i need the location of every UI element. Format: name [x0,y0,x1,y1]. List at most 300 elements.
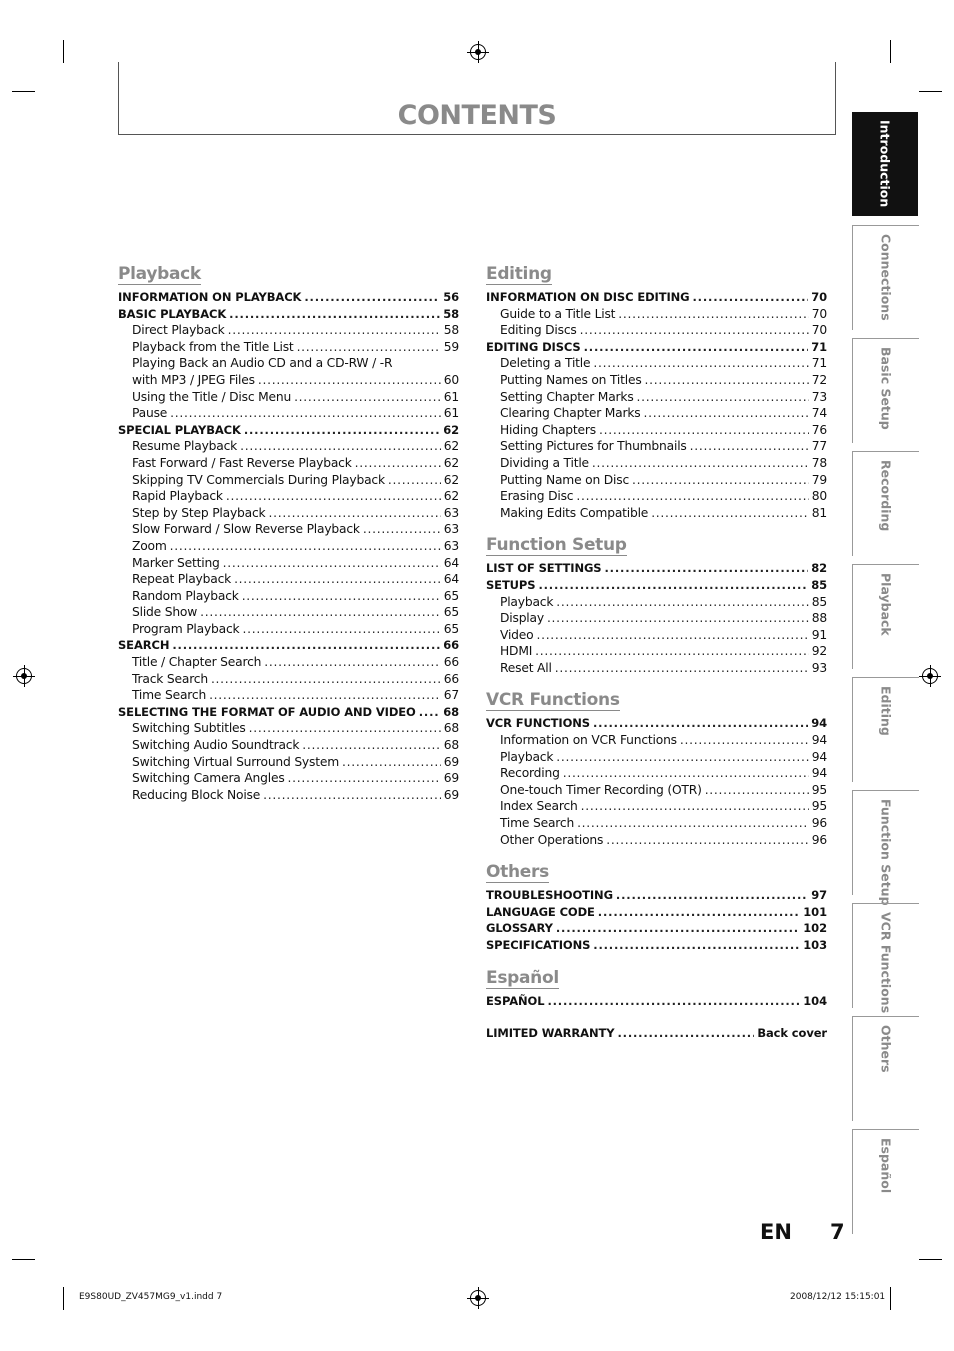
toc-entry[interactable] [486,339,827,356]
toc-leader-dots [581,798,809,815]
toc-entry-warranty[interactable] [486,1025,827,1042]
toc-leader-dots [264,654,441,671]
toc-leader-dots [563,765,809,782]
toc-leader-dots [419,704,440,721]
section-gap [486,676,827,690]
toc-entry[interactable] [118,405,459,422]
toc-leader-dots [618,306,808,323]
toc-entry[interactable] [118,637,459,654]
toc-entry-page: 76 [811,422,827,437]
toc-entry-label: with MP3 / JPEG Files [132,372,255,387]
toc-entry[interactable] [118,654,459,671]
toc-entry-page: 103 [803,938,827,952]
toc-entry[interactable] [486,627,827,644]
toc-entry-label: Playback [500,749,554,764]
toc-entry[interactable] [486,422,827,439]
toc-entry[interactable] [118,538,459,555]
toc-entry-label: EDITING DISCS [486,339,581,354]
toc-entry-page: 95 [811,799,827,814]
toc-entry-page: 65 [443,621,459,636]
toc-entry[interactable] [486,937,827,954]
toc-leader-dots [556,749,808,766]
toc-entry[interactable] [118,488,459,505]
toc-entry-label: Playing Back an Audio CD and a CD-RW / -R [132,356,393,371]
toc-leader-dots [258,372,441,389]
side-tab-label: Editing [878,686,894,736]
toc-entry[interactable] [118,754,459,771]
toc-entry[interactable] [118,588,459,605]
toc-entry-label: GLOSSARY [486,921,553,936]
toc-entry[interactable] [118,339,459,356]
toc-entry-label: Clearing Chapter Marks [500,406,641,421]
toc-leader-dots [234,571,441,588]
toc-leader-dots [592,455,809,472]
crop-mark [12,91,35,92]
toc-entry-page: 95 [811,782,827,797]
toc-leader-dots [644,405,809,422]
toc-entry[interactable] [118,720,459,737]
title-box [118,62,836,135]
toc-entry-page: 104 [803,993,827,1008]
toc-entry[interactable] [486,715,827,732]
toc-entry-label: LIMITED WARRANTY [486,1026,615,1041]
toc-entry-page: 94 [811,716,827,731]
toc-entry-label: Switching Audio Soundtrack [132,738,300,753]
toc-entry-page: 62 [443,472,459,487]
page-title: CONTENTS [397,100,557,131]
toc-entry-label: Time Search [500,816,575,831]
toc-entry[interactable] [118,787,459,804]
side-tab-label: Playback [878,573,894,636]
toc-leader-dots [240,438,441,455]
footer-file: E9S80UD_ZV457MG9_v1.indd 7 [79,1292,223,1302]
toc-entry[interactable] [486,749,827,766]
toc-entry-page: 62 [443,489,459,504]
toc-entry[interactable] [486,322,827,339]
toc-entry[interactable] [486,765,827,782]
toc-leader-dots [304,289,440,306]
toc-entry[interactable] [486,306,827,323]
page-language: EN [760,1220,792,1244]
toc-entry-label: Display [500,611,544,626]
toc-entry[interactable] [486,472,827,489]
toc-entry[interactable] [118,472,459,489]
toc-entry-label: Program Playback [132,621,240,636]
toc-leader-dots [172,637,440,654]
side-tab-label: Function Setup [878,799,894,906]
toc-entry[interactable] [486,610,827,627]
toc-entry-page: 63 [443,505,459,520]
toc-entry[interactable] [118,389,459,406]
side-tab-playback[interactable] [852,564,919,669]
side-tab-introduction[interactable] [852,112,918,216]
toc-leader-dots [536,627,808,644]
toc-entry[interactable] [118,306,459,323]
toc-leader-dots [294,389,441,406]
toc-leader-dots [580,322,809,339]
toc-leader-dots [244,422,440,439]
toc-entry-label: Skipping TV Commercials During Playback [132,472,385,487]
toc-entry-page: 88 [811,611,827,626]
toc-leader-dots [547,610,809,627]
toc-entry[interactable] [486,832,827,849]
toc-column-right [486,264,827,1042]
side-tab-vcr-functions[interactable] [852,903,919,1014]
toc-entry-page: 61 [443,389,459,404]
toc-entry[interactable] [118,289,459,306]
toc-entry-page: 68 [443,738,459,753]
toc-entry-label: Guide to a Title List [500,306,616,321]
toc-entry-label: Fast Forward / Fast Reverse Playback [132,455,352,470]
toc-entry[interactable] [486,993,827,1010]
toc-leader-dots [556,594,808,611]
toc-entry-page: 66 [443,655,459,670]
toc-leader-dots [693,289,809,306]
toc-entry[interactable] [118,455,459,472]
toc-entry-label: Index Search [500,799,578,814]
toc-entry[interactable] [486,904,827,921]
toc-leader-dots [228,322,441,339]
toc-entry-page: 58 [443,323,459,338]
toc-leader-dots [606,832,809,849]
toc-leader-dots [268,505,440,522]
side-tab-function-setup[interactable] [852,790,919,906]
toc-leader-dots [705,782,809,799]
side-tab-label: Others [878,1025,894,1073]
toc-entry-label: Deleting a Title [500,356,591,371]
toc-entry-label: Putting Names on Titles [500,372,642,387]
toc-leader-dots [249,720,441,737]
toc-entry-label: BASIC PLAYBACK [118,306,227,321]
toc-entry[interactable] [486,732,827,749]
toc-entry-page: 78 [811,455,827,470]
toc-entry-label: Title / Chapter Search [132,655,262,670]
toc-entry[interactable] [486,577,827,594]
side-tab-connections[interactable] [852,225,919,330]
toc-leader-dots [598,904,800,921]
toc-entry-page: 69 [443,771,459,786]
toc-leader-dots [637,389,809,406]
toc-entry-page: 73 [811,389,827,404]
section-title: Playback [118,264,201,284]
toc-entry-label: Track Search [132,671,208,686]
toc-entry-page: 70 [811,306,827,321]
toc-entry-page: 94 [811,766,827,781]
toc-entry-page: 63 [443,538,459,553]
toc-entry-label: Time Search [132,688,207,703]
section-gap [486,954,827,968]
toc-entry-label: Dividing a Title [500,455,589,470]
side-tab-label: Español [878,1138,894,1194]
toc-entry[interactable] [118,604,459,621]
toc-entry-page: 65 [443,588,459,603]
toc-leader-dots [680,732,809,749]
section-title: Español [486,967,559,988]
toc-entry-label: SPECIFICATIONS [486,938,591,952]
toc-leader-dots [535,643,809,660]
toc-entry[interactable] [118,322,459,339]
toc-entry[interactable] [118,555,459,572]
toc-entry-label: Reducing Block Noise [132,787,261,802]
toc-leader-dots [584,339,809,356]
toc-entry-label: Direct Playback [132,323,225,338]
toc-entry-page: 96 [811,816,827,831]
toc-leader-dots [209,687,441,704]
toc-entry-label: SEARCH [118,638,170,653]
toc-entry[interactable] [486,560,827,577]
toc-leader-dots [616,887,808,904]
toc-entry-page: 68 [443,704,459,719]
registration-mark-icon [16,668,32,684]
toc-entry-label: Step by Step Playback [132,505,266,520]
registration-mark-icon [470,44,486,60]
crop-mark [63,1287,64,1310]
section-gap [486,848,827,862]
toc-entry-label: Switching Virtual Surround System [132,754,339,769]
side-tab-others[interactable] [852,1016,919,1121]
toc-entry[interactable] [118,521,459,538]
toc-entry-page: 91 [811,627,827,642]
toc-entry-label: Slide Show [132,605,198,620]
toc-entry[interactable] [486,488,827,505]
registration-mark-icon [922,668,938,684]
toc-entry-page: 66 [443,671,459,686]
toc-entry-label: Slow Forward / Slow Reverse Playback [132,522,360,537]
crop-mark [63,40,64,63]
toc-entry-label: VCR FUNCTIONS [486,716,590,731]
side-tab-label: Recording [878,460,894,532]
toc-entry-label: Setting Pictures for Thumbnails [500,439,687,454]
toc-entry-page: 62 [443,422,459,437]
toc-entry-page: 64 [443,572,459,587]
toc-entry[interactable] [118,621,459,638]
toc-leader-dots [211,671,441,688]
toc-entry-label: Repeat Playback [132,572,232,587]
toc-entry[interactable] [118,704,459,721]
toc-entry-label: Rapid Playback [132,489,223,504]
toc-entry-page: 58 [443,306,459,321]
side-tab-espa-ol[interactable] [852,1129,919,1234]
toc-entry-label: Making Edits Compatible [500,505,649,520]
toc-entry-label: Recording [500,766,560,781]
toc-leader-dots [355,455,441,472]
section-title: Others [486,862,549,883]
toc-column-left [118,264,459,803]
toc-entry-label: LANGUAGE CODE [486,904,595,919]
toc-entry-page: 68 [443,721,459,736]
toc-entry-page: 71 [811,356,827,371]
toc-leader-dots [593,355,808,372]
toc-entry[interactable] [486,643,827,660]
side-tab-label: Introduction [877,120,893,208]
toc-entry[interactable] [118,422,459,439]
toc-leader-dots [297,339,441,356]
toc-entry-page: 74 [811,406,827,421]
toc-entry[interactable] [118,770,459,787]
side-tab-label: Connections [878,234,894,321]
page-number: 7 [830,1220,845,1244]
toc-entry-label: Marker Setting [132,555,220,570]
toc-leader-dots [242,621,440,638]
toc-leader-dots [226,488,441,505]
toc-leader-dots [229,306,440,323]
toc-entry[interactable] [486,289,827,306]
toc-leader-dots [690,438,809,455]
toc-entry[interactable] [486,455,827,472]
section-gap [486,521,827,535]
registration-mark-icon [470,1290,486,1306]
toc-leader-dots [170,405,441,422]
section-title: Function Setup [486,535,627,556]
toc-entry[interactable] [486,594,827,611]
toc-leader-dots [593,715,808,732]
toc-entry-page: 79 [811,472,827,487]
toc-leader-dots [593,937,800,954]
toc-entry-page: 101 [803,904,827,919]
toc-entry-label: Video [500,627,534,642]
side-tab-label: Basic Setup [878,347,894,430]
toc-entry-page: 64 [443,555,459,570]
toc-entry-page: 69 [443,787,459,802]
toc-entry-label: LIST OF SETTINGS [486,561,602,576]
toc-entry[interactable] [486,782,827,799]
toc-leader-dots [547,993,800,1010]
crop-mark [12,1259,35,1260]
toc-entry[interactable] [118,438,459,455]
toc-entry-page: 92 [811,644,827,659]
toc-entry-page: Back cover [757,1026,827,1041]
toc-entry-page: 69 [443,754,459,769]
toc-entry-label: Information on VCR Functions [500,733,677,748]
toc-leader-dots [223,555,441,572]
toc-entry[interactable] [118,737,459,754]
toc-entry-label: SETUPS [486,577,536,592]
toc-entry[interactable] [486,815,827,832]
toc-entry[interactable] [486,798,827,815]
toc-entry[interactable] [486,887,827,904]
toc-entry-page: 93 [811,660,827,675]
toc-entry-page: 61 [443,406,459,421]
toc-entry-page: 71 [811,339,827,354]
toc-entry-page: 66 [443,638,459,653]
side-tab-basic-setup[interactable] [852,338,919,443]
toc-entry-label: Editing Discs [500,323,577,338]
toc-entry-page: 102 [803,921,827,936]
crop-mark [890,1287,891,1310]
toc-leader-dots [556,920,800,937]
toc-leader-dots [576,488,808,505]
toc-entry[interactable] [486,920,827,937]
toc-entry-page: 94 [811,733,827,748]
toc-leader-dots [342,754,441,771]
toc-entry-page: 56 [443,290,459,304]
toc-entry-page: 62 [443,439,459,454]
toc-entry-page: 70 [811,323,827,338]
toc-entry-label: Zoom [132,538,167,553]
toc-entry-label: ESPAÑOL [486,993,545,1008]
toc-entry-label: Resume Playback [132,439,238,454]
side-tab-editing[interactable] [852,677,919,782]
toc-entry-page: 85 [811,577,827,592]
toc-entry-label: Switching Camera Angles [132,771,285,786]
toc-entry-page: 70 [811,290,827,304]
toc-entry-label: Hiding Chapters [500,422,596,437]
toc-entry-label: Switching Subtitles [132,721,246,736]
toc-leader-dots [242,588,441,605]
toc-entry-page: 77 [811,439,827,454]
toc-entry[interactable] [118,372,459,389]
footer-date: 2008/12/12 15:15:01 [790,1292,886,1302]
toc-entry-page: 81 [811,505,827,520]
toc-leader-dots [555,660,809,677]
side-tab-label: VCR Functions [878,912,894,1014]
toc-leader-dots [632,472,809,489]
toc-leader-dots [599,422,809,439]
toc-entry-page: 94 [811,749,827,764]
toc-entry-label: Pause [132,406,168,421]
toc-entry[interactable] [486,438,827,455]
toc-entry[interactable] [118,355,459,372]
toc-entry-page: 85 [811,594,827,609]
toc-leader-dots [617,1025,754,1042]
toc-entry[interactable] [118,687,459,704]
toc-entry-page: 96 [811,832,827,847]
toc-entry-page: 63 [443,522,459,537]
toc-entry-label: HDMI [500,644,533,659]
toc-entry-page: 97 [811,888,827,903]
toc-entry[interactable] [118,571,459,588]
toc-leader-dots [577,815,809,832]
toc-leader-dots [363,521,441,538]
side-tab-recording[interactable] [852,451,919,556]
toc-entry[interactable] [486,355,827,372]
toc-entry[interactable] [486,389,827,406]
crop-mark [890,40,891,63]
toc-leader-dots [263,787,441,804]
toc-entry-label: Random Playback [132,588,239,603]
toc-entry-label: Putting Name on Disc [500,472,630,487]
toc-leader-dots [170,538,441,555]
toc-entry[interactable] [486,372,827,389]
toc-entry-page: 67 [443,688,459,703]
toc-entry-page: 72 [811,372,827,387]
toc-entry-label: SELECTING THE FORMAT OF AUDIO AND VIDEO [118,704,416,719]
toc-leader-dots [302,737,440,754]
toc-entry[interactable] [486,405,827,422]
toc-entry-label: Other Operations [500,832,604,847]
toc-entry-page: 62 [443,455,459,470]
toc-entry-label: Erasing Disc [500,489,574,504]
toc-entry-label: Using the Title / Disc Menu [132,389,292,404]
section-title: VCR Functions [486,690,620,711]
toc-leader-dots [651,505,809,522]
toc-entry-label: Playback [500,594,554,609]
toc-leader-dots [388,472,441,489]
toc-entry-label: One-touch Timer Recording (OTR) [500,782,702,797]
crop-mark [919,1259,942,1260]
toc-entry-label: INFORMATION ON PLAYBACK [118,290,302,304]
toc-entry-page: 82 [811,561,827,576]
toc-entry-label: TROUBLESHOOTING [486,888,613,903]
toc-entry[interactable] [118,671,459,688]
toc-leader-dots [605,560,809,577]
toc-entry-label: Playback from the Title List [132,339,294,354]
toc-entry[interactable] [486,660,827,677]
toc-entry[interactable] [486,505,827,522]
section-gap [486,1009,827,1025]
toc-entry[interactable] [118,505,459,522]
toc-entry-label: Setting Chapter Marks [500,389,634,404]
